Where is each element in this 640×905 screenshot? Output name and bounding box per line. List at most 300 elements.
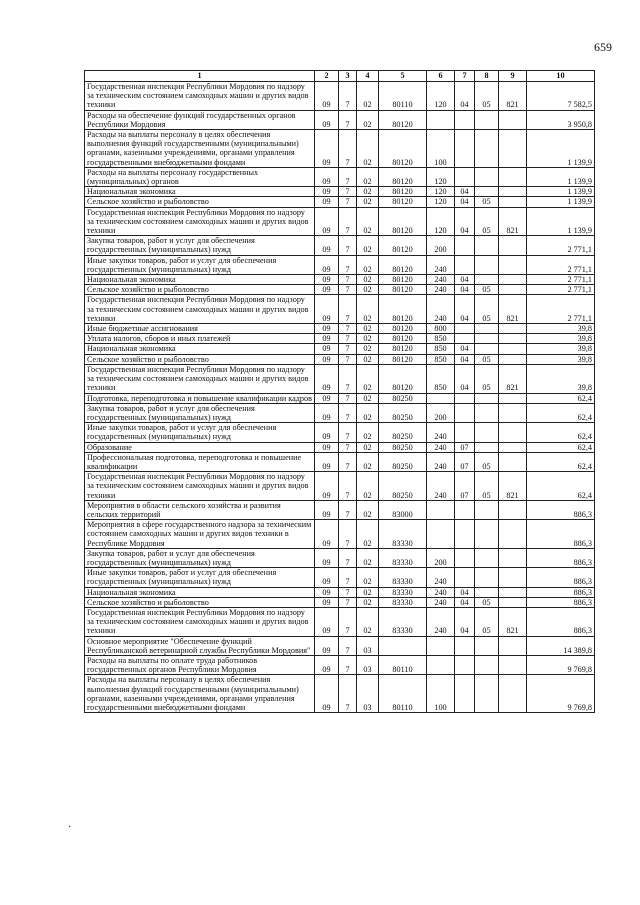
cell-col-6: 100 (427, 675, 455, 713)
cell-col-9: 821 (499, 295, 527, 324)
cell-col-2: 09 (315, 197, 339, 207)
cell-col-5: 80110 (379, 675, 427, 713)
row-name: Расходы на выплаты персоналу государственных (муниципальных) органов (85, 167, 315, 186)
cell-col-7 (455, 675, 475, 713)
cell-col-9 (499, 275, 527, 285)
cell-col-7 (455, 130, 475, 168)
cell-col-6: 120 (427, 82, 455, 111)
header-cell: 4 (357, 71, 379, 82)
table-row (85, 500, 595, 519)
cell-col-7 (455, 236, 475, 255)
cell-col-7: 04 (455, 597, 475, 607)
cell-col-8 (475, 187, 499, 197)
cell-col-6: 240 (427, 285, 455, 295)
cell-amount: 1 139,9 (527, 187, 595, 197)
cell-col-8 (475, 636, 499, 655)
cell-col-2: 09 (315, 324, 339, 334)
cell-col-4: 02 (357, 442, 379, 452)
table-row (85, 423, 595, 442)
row-name: Расходы на выплаты по оплате труда работников государственных органов Республики Мордовия (85, 655, 315, 674)
cell-col-8 (475, 442, 499, 452)
cell-amount: 62,4 (527, 472, 595, 501)
table-row (85, 364, 595, 393)
cell-col-5: 80250 (379, 452, 427, 471)
cell-col-6: 200 (427, 236, 455, 255)
table-row (85, 403, 595, 422)
cell-amount: 3 950,8 (527, 110, 595, 129)
cell-col-8 (475, 275, 499, 285)
cell-col-8 (475, 568, 499, 587)
cell-col-4: 02 (357, 568, 379, 587)
cell-col-2: 09 (315, 675, 339, 713)
cell-col-4: 02 (357, 500, 379, 519)
table-row (85, 82, 595, 111)
cell-col-2: 09 (315, 597, 339, 607)
cell-col-8: 05 (475, 197, 499, 207)
cell-col-2: 09 (315, 393, 339, 403)
cell-col-7: 04 (455, 207, 475, 236)
cell-col-4: 02 (357, 334, 379, 344)
cell-amount: 886,3 (527, 520, 595, 549)
cell-col-2: 09 (315, 568, 339, 587)
cell-col-6 (427, 636, 455, 655)
cell-col-9 (499, 548, 527, 567)
cell-col-3: 7 (339, 500, 357, 519)
cell-col-3: 7 (339, 568, 357, 587)
cell-col-8 (475, 344, 499, 354)
cell-col-7: 04 (455, 344, 475, 354)
cell-col-3: 7 (339, 354, 357, 364)
cell-col-7 (455, 393, 475, 403)
cell-col-8: 05 (475, 597, 499, 607)
cell-col-7: 04 (455, 587, 475, 597)
cell-col-8 (475, 500, 499, 519)
cell-col-9 (499, 255, 527, 274)
cell-col-5: 80110 (379, 82, 427, 111)
header-cell: 10 (527, 71, 595, 82)
cell-col-9 (499, 344, 527, 354)
cell-amount: 2 771,1 (527, 255, 595, 274)
row-name: Государственная инспекция Республики Мордовия по надзору за техническим состоянием самоходных машин и других видов техники (85, 295, 315, 324)
cell-col-8: 05 (475, 472, 499, 501)
cell-col-5: 80120 (379, 295, 427, 324)
row-name: Расходы на выплаты персоналу в целях обеспечения выполнения функций государственными (муниципальными) органами, казенными учреждениями, органами управления государственными внебюджетными фондами (85, 675, 315, 713)
cell-col-4: 02 (357, 354, 379, 364)
cell-col-6: 120 (427, 207, 455, 236)
cell-col-4: 02 (357, 285, 379, 295)
cell-amount: 39,8 (527, 364, 595, 393)
cell-col-9 (499, 568, 527, 587)
table-row (85, 442, 595, 452)
cell-col-9 (499, 354, 527, 364)
cell-col-5: 80250 (379, 472, 427, 501)
cell-col-5: 83330 (379, 607, 427, 636)
cell-col-3: 7 (339, 110, 357, 129)
row-name: Основное мероприятие "Обеспечение функций Республиканской ветеринарной службы Республики Мордовия" (85, 636, 315, 655)
cell-amount: 886,3 (527, 607, 595, 636)
cell-amount: 62,4 (527, 403, 595, 422)
cell-col-5: 80120 (379, 236, 427, 255)
cell-col-2: 09 (315, 607, 339, 636)
cell-col-2: 09 (315, 295, 339, 324)
table-row (85, 655, 595, 674)
cell-col-7 (455, 255, 475, 274)
cell-col-4: 02 (357, 324, 379, 334)
cell-col-5: 80120 (379, 354, 427, 364)
table-row (85, 295, 595, 324)
table-row (85, 324, 595, 334)
row-name: Национальная экономика (85, 275, 315, 285)
cell-col-7: 04 (455, 82, 475, 111)
cell-col-7 (455, 500, 475, 519)
cell-col-9 (499, 324, 527, 334)
cell-col-5: 83330 (379, 597, 427, 607)
cell-col-8: 05 (475, 207, 499, 236)
cell-col-8: 05 (475, 364, 499, 393)
cell-col-4: 02 (357, 236, 379, 255)
cell-col-9 (499, 110, 527, 129)
header-cell: 1 (85, 71, 315, 82)
cell-col-4: 02 (357, 207, 379, 236)
cell-amount: 39,8 (527, 324, 595, 334)
cell-col-4: 02 (357, 607, 379, 636)
cell-col-8 (475, 403, 499, 422)
cell-col-2: 09 (315, 167, 339, 186)
row-name: Иные закупки товаров, работ и услуг для обеспечения государственных (муниципальных) нужд (85, 423, 315, 442)
cell-col-5: 80120 (379, 255, 427, 274)
cell-col-3: 7 (339, 587, 357, 597)
cell-col-3: 7 (339, 187, 357, 197)
table-row (85, 187, 595, 197)
cell-amount: 2 771,1 (527, 295, 595, 324)
cell-col-3: 7 (339, 285, 357, 295)
cell-col-2: 09 (315, 334, 339, 344)
table-row (85, 636, 595, 655)
cell-col-2: 09 (315, 82, 339, 111)
cell-col-4: 02 (357, 197, 379, 207)
header-cell: 9 (499, 71, 527, 82)
cell-amount: 886,3 (527, 597, 595, 607)
cell-col-3: 7 (339, 167, 357, 186)
cell-col-2: 09 (315, 275, 339, 285)
cell-col-9 (499, 197, 527, 207)
cell-col-8 (475, 675, 499, 713)
cell-col-9 (499, 520, 527, 549)
cell-col-6: 100 (427, 130, 455, 168)
cell-col-2: 09 (315, 344, 339, 354)
cell-amount: 2 771,1 (527, 285, 595, 295)
table-row (85, 597, 595, 607)
cell-amount: 7 582,5 (527, 82, 595, 111)
cell-col-2: 09 (315, 236, 339, 255)
row-name: Национальная экономика (85, 187, 315, 197)
cell-col-4: 02 (357, 403, 379, 422)
cell-col-9 (499, 636, 527, 655)
cell-amount: 886,3 (527, 548, 595, 567)
cell-col-5: 80120 (379, 324, 427, 334)
cell-col-3: 7 (339, 520, 357, 549)
table-row (85, 334, 595, 344)
cell-col-7 (455, 167, 475, 186)
cell-col-7: 07 (455, 472, 475, 501)
header-cell: 5 (379, 71, 427, 82)
row-name: Государственная инспекция Республики Мордовия по надзору за техническим состоянием самоходных машин и других видов техники (85, 364, 315, 393)
cell-col-4: 02 (357, 548, 379, 567)
cell-col-6: 240 (427, 452, 455, 471)
cell-col-5: 83330 (379, 548, 427, 567)
cell-col-2: 09 (315, 354, 339, 364)
cell-col-7: 04 (455, 187, 475, 197)
table-row (85, 236, 595, 255)
cell-col-8 (475, 587, 499, 597)
cell-col-7: 04 (455, 607, 475, 636)
cell-col-3: 7 (339, 364, 357, 393)
header-cell: 7 (455, 71, 475, 82)
cell-col-3: 7 (339, 130, 357, 168)
cell-col-3: 7 (339, 255, 357, 274)
table-row (85, 472, 595, 501)
cell-col-2: 09 (315, 587, 339, 597)
row-name: Иные бюджетные ассигнования (85, 324, 315, 334)
row-name: Государственная инспекция Республики Мордовия по надзору за техническим состоянием самоходных машин и других видов техники (85, 472, 315, 501)
row-name: Государственная инспекция Республики Мордовия по надзору за техническим состоянием самоходных машин и других видов техники (85, 607, 315, 636)
cell-col-8 (475, 130, 499, 168)
row-name: Мероприятия в области сельского хозяйства и развития сельских территорий (85, 500, 315, 519)
cell-col-5: 80120 (379, 197, 427, 207)
cell-col-9: 821 (499, 207, 527, 236)
cell-col-2: 09 (315, 548, 339, 567)
cell-amount: 14 389,8 (527, 636, 595, 655)
cell-amount: 2 771,1 (527, 236, 595, 255)
cell-amount: 1 139,9 (527, 197, 595, 207)
cell-col-4: 02 (357, 344, 379, 354)
cell-col-3: 7 (339, 403, 357, 422)
cell-col-2: 09 (315, 520, 339, 549)
cell-col-6: 240 (427, 607, 455, 636)
cell-col-6: 240 (427, 442, 455, 452)
cell-col-6 (427, 393, 455, 403)
row-name: Уплата налогов, сборов и иных платежей (85, 334, 315, 344)
cell-col-9 (499, 500, 527, 519)
cell-col-2: 09 (315, 442, 339, 452)
cell-col-4: 02 (357, 472, 379, 501)
cell-col-8 (475, 236, 499, 255)
cell-col-6: 200 (427, 548, 455, 567)
cell-col-8 (475, 393, 499, 403)
row-name: Иные закупки товаров, работ и услуг для обеспечения государственных (муниципальных) нужд (85, 568, 315, 587)
cell-col-7: 04 (455, 354, 475, 364)
cell-col-2: 09 (315, 472, 339, 501)
cell-amount: 886,3 (527, 587, 595, 597)
table-row (85, 568, 595, 587)
cell-amount: 62,4 (527, 423, 595, 442)
table-row (85, 344, 595, 354)
row-name: Сельское хозяйство и рыболовство (85, 197, 315, 207)
table-row (85, 110, 595, 129)
cell-col-4: 02 (357, 82, 379, 111)
cell-col-9 (499, 403, 527, 422)
cell-col-9: 821 (499, 82, 527, 111)
cell-col-8 (475, 423, 499, 442)
cell-col-5: 80120 (379, 207, 427, 236)
cell-col-5: 83330 (379, 520, 427, 549)
cell-col-6: 120 (427, 197, 455, 207)
table-row (85, 167, 595, 186)
cell-col-3: 7 (339, 423, 357, 442)
cell-col-2: 09 (315, 130, 339, 168)
header-cell: 6 (427, 71, 455, 82)
cell-col-6: 240 (427, 275, 455, 285)
cell-col-3: 7 (339, 344, 357, 354)
cell-col-9 (499, 655, 527, 674)
cell-amount: 1 139,9 (527, 207, 595, 236)
cell-col-3: 7 (339, 82, 357, 111)
table-row (85, 285, 595, 295)
cell-col-5: 80120 (379, 167, 427, 186)
row-name: Национальная экономика (85, 587, 315, 597)
cell-col-4: 02 (357, 587, 379, 597)
cell-amount: 2 771,1 (527, 275, 595, 285)
row-name: Сельское хозяйство и рыболовство (85, 285, 315, 295)
cell-col-5: 80120 (379, 285, 427, 295)
cell-amount: 39,8 (527, 354, 595, 364)
cell-col-2: 09 (315, 500, 339, 519)
cell-amount: 62,4 (527, 393, 595, 403)
header-cell: 2 (315, 71, 339, 82)
cell-col-3: 7 (339, 597, 357, 607)
cell-col-8: 05 (475, 285, 499, 295)
cell-col-3: 7 (339, 607, 357, 636)
cell-col-6 (427, 520, 455, 549)
table-row (85, 548, 595, 567)
cell-col-5: 80120 (379, 130, 427, 168)
cell-amount: 1 139,9 (527, 130, 595, 168)
cell-col-9: 821 (499, 472, 527, 501)
cell-col-4: 03 (357, 636, 379, 655)
cell-col-2: 09 (315, 636, 339, 655)
cell-col-7: 04 (455, 295, 475, 324)
cell-col-4: 02 (357, 393, 379, 403)
cell-col-5: 80250 (379, 423, 427, 442)
cell-col-3: 7 (339, 442, 357, 452)
cell-col-8: 05 (475, 607, 499, 636)
cell-col-9 (499, 130, 527, 168)
cell-col-8 (475, 255, 499, 274)
cell-col-8: 05 (475, 354, 499, 364)
cell-col-3: 7 (339, 472, 357, 501)
cell-col-7: 04 (455, 275, 475, 285)
cell-col-8 (475, 655, 499, 674)
row-name: Государственная инспекция Республики Мордовия по надзору за техническим состоянием самоходных машин и других видов техники (85, 207, 315, 236)
header-cell: 8 (475, 71, 499, 82)
cell-col-5: 80120 (379, 187, 427, 197)
cell-col-8: 05 (475, 82, 499, 111)
cell-col-6 (427, 655, 455, 674)
cell-col-6: 240 (427, 295, 455, 324)
cell-col-6: 850 (427, 364, 455, 393)
row-name: Национальная экономика (85, 344, 315, 354)
table-body (85, 71, 595, 713)
cell-col-5: 83330 (379, 587, 427, 597)
cell-col-6: 240 (427, 472, 455, 501)
table-row (85, 520, 595, 549)
cell-col-7 (455, 568, 475, 587)
cell-col-4: 02 (357, 364, 379, 393)
cell-col-5: 80250 (379, 393, 427, 403)
cell-amount: 62,4 (527, 442, 595, 452)
cell-col-3: 7 (339, 675, 357, 713)
cell-col-9 (499, 285, 527, 295)
cell-col-5: 80250 (379, 442, 427, 452)
table-row (85, 452, 595, 471)
cell-amount: 39,8 (527, 344, 595, 354)
table-row (85, 130, 595, 168)
cell-col-5: 80120 (379, 344, 427, 354)
cell-col-4: 03 (357, 675, 379, 713)
table-row (85, 393, 595, 403)
cell-col-8 (475, 110, 499, 129)
cell-amount: 39,8 (527, 334, 595, 344)
cell-col-9: 821 (499, 607, 527, 636)
cell-col-9 (499, 393, 527, 403)
row-name: Сельское хозяйство и рыболовство (85, 597, 315, 607)
cell-col-7: 07 (455, 442, 475, 452)
cell-col-4: 02 (357, 295, 379, 324)
cell-col-2: 09 (315, 187, 339, 197)
cell-col-6: 240 (427, 568, 455, 587)
cell-col-9 (499, 675, 527, 713)
cell-col-9: 821 (499, 364, 527, 393)
cell-col-4: 02 (357, 110, 379, 129)
cell-col-8 (475, 548, 499, 567)
cell-amount: 62,4 (527, 452, 595, 471)
cell-col-6: 850 (427, 344, 455, 354)
cell-col-3: 7 (339, 393, 357, 403)
cell-col-3: 7 (339, 655, 357, 674)
cell-col-7 (455, 636, 475, 655)
cell-col-4: 02 (357, 423, 379, 442)
cell-col-4: 02 (357, 275, 379, 285)
cell-col-9 (499, 423, 527, 442)
cell-col-7 (455, 520, 475, 549)
cell-col-9 (499, 587, 527, 597)
cell-col-8 (475, 167, 499, 186)
cell-col-5: 83000 (379, 500, 427, 519)
cell-col-2: 09 (315, 207, 339, 236)
cell-amount: 886,3 (527, 500, 595, 519)
cell-col-9 (499, 597, 527, 607)
cell-col-9 (499, 167, 527, 186)
cell-col-5: 80120 (379, 334, 427, 344)
table-row (85, 275, 595, 285)
cell-col-6: 120 (427, 187, 455, 197)
cell-col-2: 09 (315, 655, 339, 674)
cell-col-2: 09 (315, 423, 339, 442)
table-row (85, 587, 595, 597)
cell-col-2: 09 (315, 364, 339, 393)
cell-col-7 (455, 403, 475, 422)
cell-col-5: 80250 (379, 403, 427, 422)
row-name: Сельское хозяйство и рыболовство (85, 354, 315, 364)
cell-col-2: 09 (315, 285, 339, 295)
cell-col-7 (455, 334, 475, 344)
cell-col-5: 80120 (379, 275, 427, 285)
cell-col-4: 02 (357, 520, 379, 549)
table-row (85, 354, 595, 364)
row-name: Расходы на обеспечение функций государственных органов Республики Мордовия (85, 110, 315, 129)
row-name: Закупка товаров, работ и услуг для обеспечения государственных (муниципальных) нужд (85, 403, 315, 422)
cell-col-8: 05 (475, 452, 499, 471)
